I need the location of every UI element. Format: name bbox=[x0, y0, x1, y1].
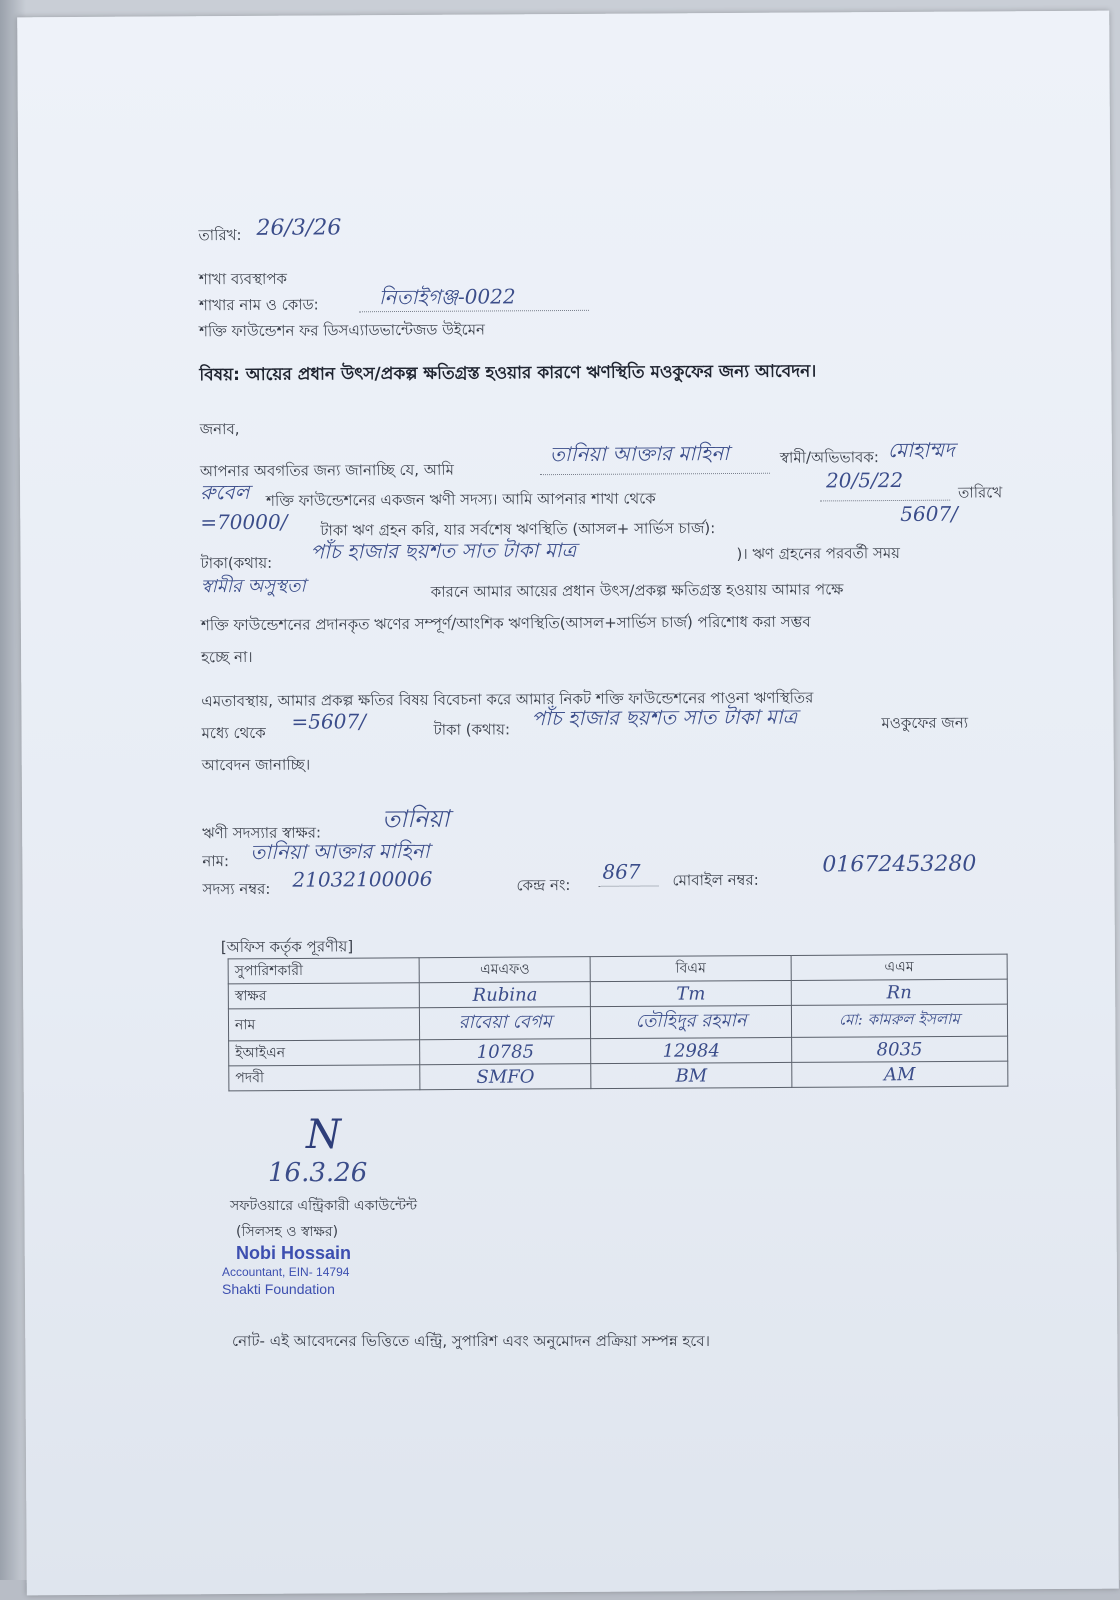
p2-text-c: টাকা (কথায়: bbox=[433, 720, 511, 739]
row-label: নাম bbox=[228, 1008, 419, 1041]
member-signature: তানিয়া bbox=[382, 804, 450, 834]
office-caption: [অফিস কর্তৃক পূরণীয়] bbox=[220, 937, 354, 957]
p1-guardian-name: মোহাম্মদ bbox=[887, 437, 955, 463]
signature-mfo: Rubina bbox=[472, 983, 538, 1006]
p1-text-h: কারনে আমার আয়ের প্রধান উৎস/প্রকল্প ক্ষতিগ্রস্ত হওয়ায় আমার পক্ষে bbox=[430, 580, 844, 601]
p1-member-name: তানিয়া আক্তার মাহিনা bbox=[549, 441, 730, 467]
p1-text-a: আপনার অবগতির জন্য জানাচ্ছি যে, আমি bbox=[199, 460, 454, 481]
p1-text-c: শক্তি ফাউন্ডেশনের একজন ঋণী সদস্য। আমি আপনার শাখা থেকে bbox=[266, 489, 656, 510]
signature-bm: Tm bbox=[676, 982, 706, 1005]
ein-am: 8035 bbox=[876, 1038, 923, 1060]
accountant-initial: N bbox=[306, 1112, 341, 1158]
table-row bbox=[228, 1004, 1007, 1041]
table-cell bbox=[419, 982, 591, 1008]
member-id-label: সদস্য নম্বর: bbox=[202, 879, 271, 899]
p2-waiver-amount: =5607/ bbox=[291, 709, 366, 734]
p2-text-b: মধ্যে থেকে bbox=[201, 723, 266, 743]
p1-text-e: টাকা ঋণ গ্রহন করি, যার সর্বশেষ ঋণস্থিতি (আসল+ সার্ভিস চার্জ): bbox=[320, 519, 716, 540]
member-name-value: তানিয়া আক্তার মাহিনা bbox=[250, 838, 430, 864]
salutation: জনাব, bbox=[199, 419, 240, 439]
designation-mfo: SMFO bbox=[476, 1066, 535, 1088]
footer-note: নোট- এই আবেদনের ভিত্তিতে এন্ট্রি, সুপারিশ এবং অনুমোদন প্রক্রিয়া সম্পন্ন হবে। bbox=[232, 1332, 710, 1350]
p2-text-e: আবেদন জানাচ্ছি। bbox=[201, 755, 311, 775]
name-am: মো: কামরুল ইসলাম bbox=[838, 1009, 960, 1029]
p1-text-i: শক্তি ফাউন্ডেশনের প্রদানকৃত ঋণের সম্পূর্ণ/আংশিক ঋণস্থিতি(আসল+সার্ভিস চার্জ) পরিশোধ করা সম্ভব bbox=[200, 612, 811, 635]
seal-title: Accountant, EIN- 14794 bbox=[222, 1265, 350, 1279]
date-label: তারিখ: bbox=[198, 225, 242, 245]
mobile-value: 01672453280 bbox=[822, 851, 977, 878]
p1-text-f: টাকা(কথায়: bbox=[200, 553, 273, 573]
table-cell bbox=[591, 1005, 792, 1038]
table-cell bbox=[591, 980, 792, 1006]
ein-bm: 12984 bbox=[662, 1039, 720, 1062]
branch-value: নিতাইগঞ্জ-0022 bbox=[378, 284, 516, 310]
header-cell: সুপারিশকারী bbox=[228, 958, 419, 984]
table-cell bbox=[591, 1062, 792, 1088]
subject-line: বিষয়: আয়ের প্রধান উৎস/প্রকল্প ক্ষতিগ্রস্ত হওয়ার কারণে ঋণস্থিতি মওকুফের জন্য আবেদন। bbox=[199, 361, 817, 386]
table-cell bbox=[791, 979, 1007, 1005]
header-cell: এএম bbox=[791, 954, 1007, 980]
accountant-line-1: সফটওয়ারে এন্ট্রিকারী একাউন্টেন্ট bbox=[230, 1198, 417, 1214]
p1-reason: স্বামীর অসুস্থতা bbox=[200, 575, 306, 598]
p1-text-b: স্বামী/অভিভাবক: bbox=[779, 448, 879, 467]
seal-name: Nobi Hossain bbox=[236, 1243, 352, 1263]
recipient-line: শাখা ব্যবস্থাপক bbox=[198, 269, 288, 289]
p1-loan-amount: =70000/ bbox=[200, 509, 288, 535]
accountant-date: 16.3.26 bbox=[268, 1158, 368, 1188]
accountant-line-2: (সিলসহ ও স্বাক্ষর) bbox=[236, 1224, 339, 1240]
p1-amount-words: পাঁচ হাজার ছয়শত সাত টাকা মাত্র bbox=[310, 537, 577, 564]
p1-loan-date: 20/5/22 bbox=[825, 467, 904, 493]
ein-mfo: 10785 bbox=[476, 1041, 535, 1063]
p1-text-g: )। ঋণ গ্রহনের পরবর্তী সময় bbox=[736, 543, 901, 563]
row-label: স্বাক্ষর bbox=[228, 983, 419, 1009]
name-bm: তৌহিদুর রহমান bbox=[635, 1010, 747, 1032]
table-cell bbox=[791, 1036, 1007, 1062]
member-id-value: 21032100006 bbox=[292, 866, 433, 892]
header-cell: বিএম bbox=[590, 955, 791, 981]
center-dotline bbox=[599, 885, 659, 886]
p2-text-a: এমতাবস্থায়, আমার প্রকল্প ক্ষতির বিষয় বিবেচনা করে আমার নিকট শক্তি ফাউন্ডেশনের পাওনা ঋণস্থিতির bbox=[201, 688, 814, 711]
office-table bbox=[228, 954, 1009, 1092]
p1-guardian-name-2: রুবেল bbox=[200, 479, 250, 505]
table-cell bbox=[591, 1037, 792, 1063]
member-name-label: নাম: bbox=[202, 852, 230, 871]
designation-am: AM bbox=[883, 1063, 916, 1085]
application-paper bbox=[17, 11, 1119, 1596]
p1-balance: 5607/ bbox=[900, 501, 958, 526]
p1-text-j: হচ্ছে না। bbox=[201, 647, 253, 667]
mobile-label: মোবাইল নম্বর: bbox=[672, 870, 759, 890]
branch-label: শাখার নাম ও কোড: bbox=[198, 295, 319, 315]
table-cell bbox=[420, 1064, 592, 1090]
center-value: 867 bbox=[602, 859, 641, 884]
seal-organization: Shakti Foundation bbox=[222, 1281, 335, 1297]
table-row bbox=[229, 1061, 1008, 1091]
p2-text-d: মওকুফের জন্য bbox=[881, 713, 969, 733]
name-mfo: রাবেয়া বেগম bbox=[458, 1011, 552, 1033]
date-value: 26/3/26 bbox=[256, 215, 342, 241]
designation-bm: BM bbox=[675, 1064, 708, 1087]
row-label: ইআইএন bbox=[229, 1040, 420, 1066]
center-label: কেন্দ্র নং: bbox=[516, 875, 571, 895]
member-signature-label: ঋণী সদস্যার স্বাক্ষর: bbox=[202, 823, 322, 843]
header-cell: এমএফও bbox=[419, 957, 591, 983]
organization-line: শক্তি ফাউন্ডেশন ফর ডিসএ্যাডভান্টেজড উইমেন bbox=[199, 320, 486, 341]
table-cell bbox=[419, 1007, 591, 1040]
table-cell bbox=[420, 1039, 592, 1065]
name-dotline bbox=[540, 473, 770, 475]
p1-text-d: তারিখে bbox=[958, 483, 1003, 502]
table-cell bbox=[791, 1004, 1007, 1037]
signature-am: Rn bbox=[886, 981, 912, 1003]
p2-amount-words: পাঁচ হাজার ছয়শত সাত টাকা মাত্র bbox=[531, 704, 798, 731]
row-label: পদবী bbox=[229, 1065, 420, 1091]
table-cell bbox=[791, 1061, 1007, 1087]
